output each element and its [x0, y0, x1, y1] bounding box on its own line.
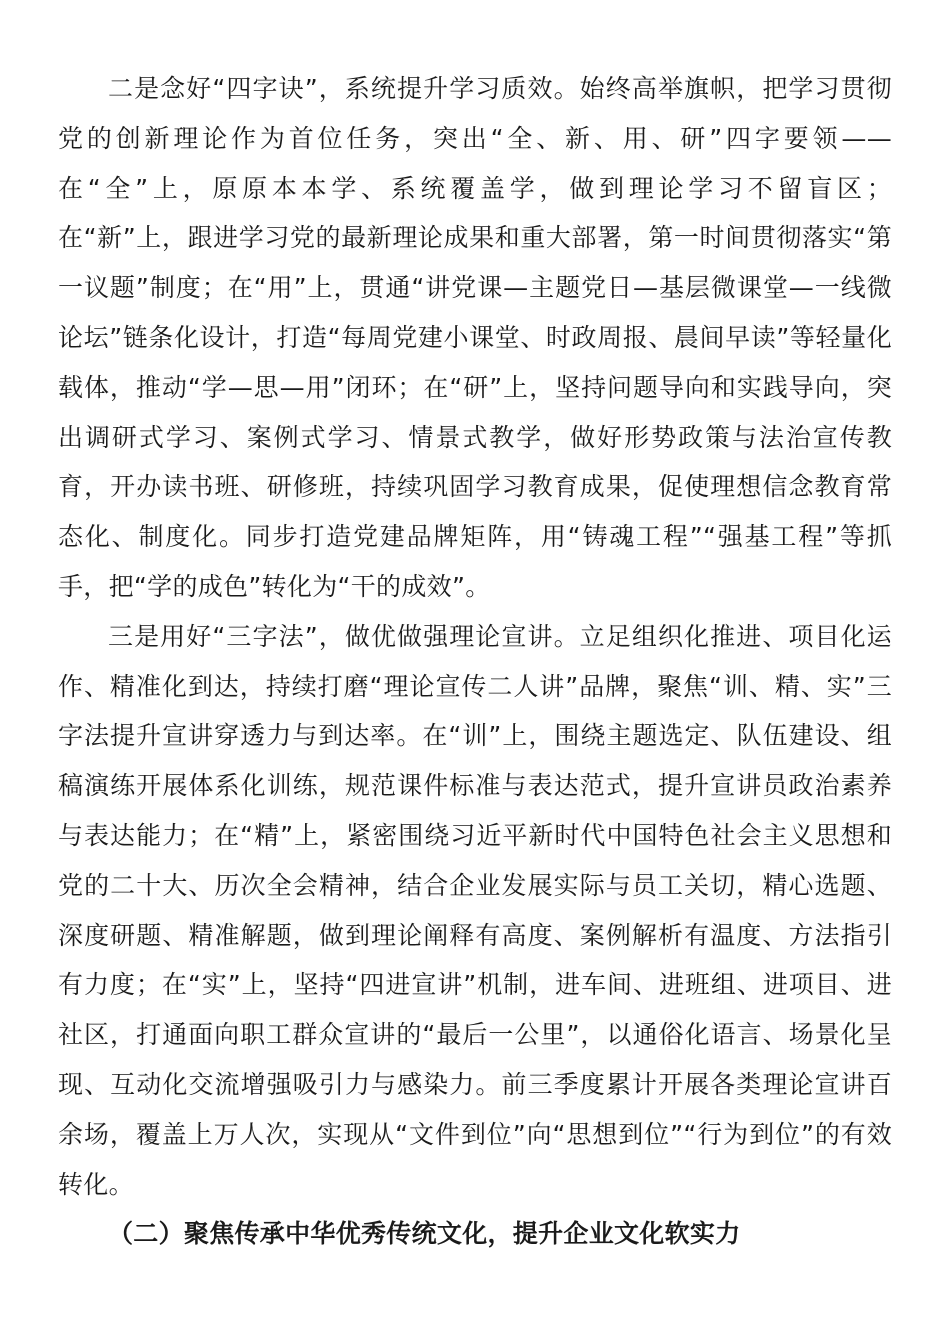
section-heading: （二）聚焦传承中华优秀传统文化，提升企业文化软实力: [108, 1219, 741, 1249]
paragraph-four-character-formula: 二是念好“四字诀”，系统提升学习质效。始终高举旗帜，把学习贯彻党的创新理论作为首位任务，突出“全、新、用、研”四字要领——在“全”上，原原本本学、系统覆盖学，做到理论学习不留盲区；在“新”上，跟进学习党的最新理论成果和重大部署，第一时间贯彻落实“第一议题”制度；在“用”上，贯通“讲党课—主题党日—基层微课堂—一线微论坛”链条化设计，打造“每周党建小课堂、时政周报、晨间早读”等轻量化载体，推动“学—思—用”闭环；在“研”上，坚持问题导向和实践导向，突出调研式学习、案例式学习、情景式教学，做好形势政策与法治宣传教育，开办读书班、研修班，持续巩固学习教育成果，促使理想信念教育常态化、制度化。同步打造党建品牌矩阵，用“铸魂工程”“强基工程”等抓手，把“学的成色”转化为“干的成效”。: [58, 74, 892, 601]
document-body: [58, 64, 892, 1259]
paragraph-three-character-method: 三是用好“三字法”，做优做强理论宣讲。立足组织化推进、项目化运作、精准化到达，持续打磨“理论宣传二人讲”品牌，聚焦“训、精、实”三字法提升宣讲穿透力与到达率。在“训”上，围绕主题选定、队伍建设、组稿演练开展体系化训练，规范课件标准与表达范式，提升宣讲员政治素养与表达能力；在“精”上，紧密围绕习近平新时代中国特色社会主义思想和党的二十大、历次全会精神，结合企业发展实际与员工关切，精心选题、深度研题、精准解题，做到理论阐释有高度、案例解析有温度、方法指引有力度；在“实”上，坚持“四进宣讲”机制，进车间、进班组、进项目、进社区，打通面向职工群众宣讲的“最后一公里”，以通俗化语言、场景化呈现、互动化交流增强吸引力与感染力。前三季度累计开展各类理论宣讲百余场，覆盖上万人次，实现从“文件到位”向“思想到位”“行为到位”的有效转化。: [58, 621, 892, 1199]
